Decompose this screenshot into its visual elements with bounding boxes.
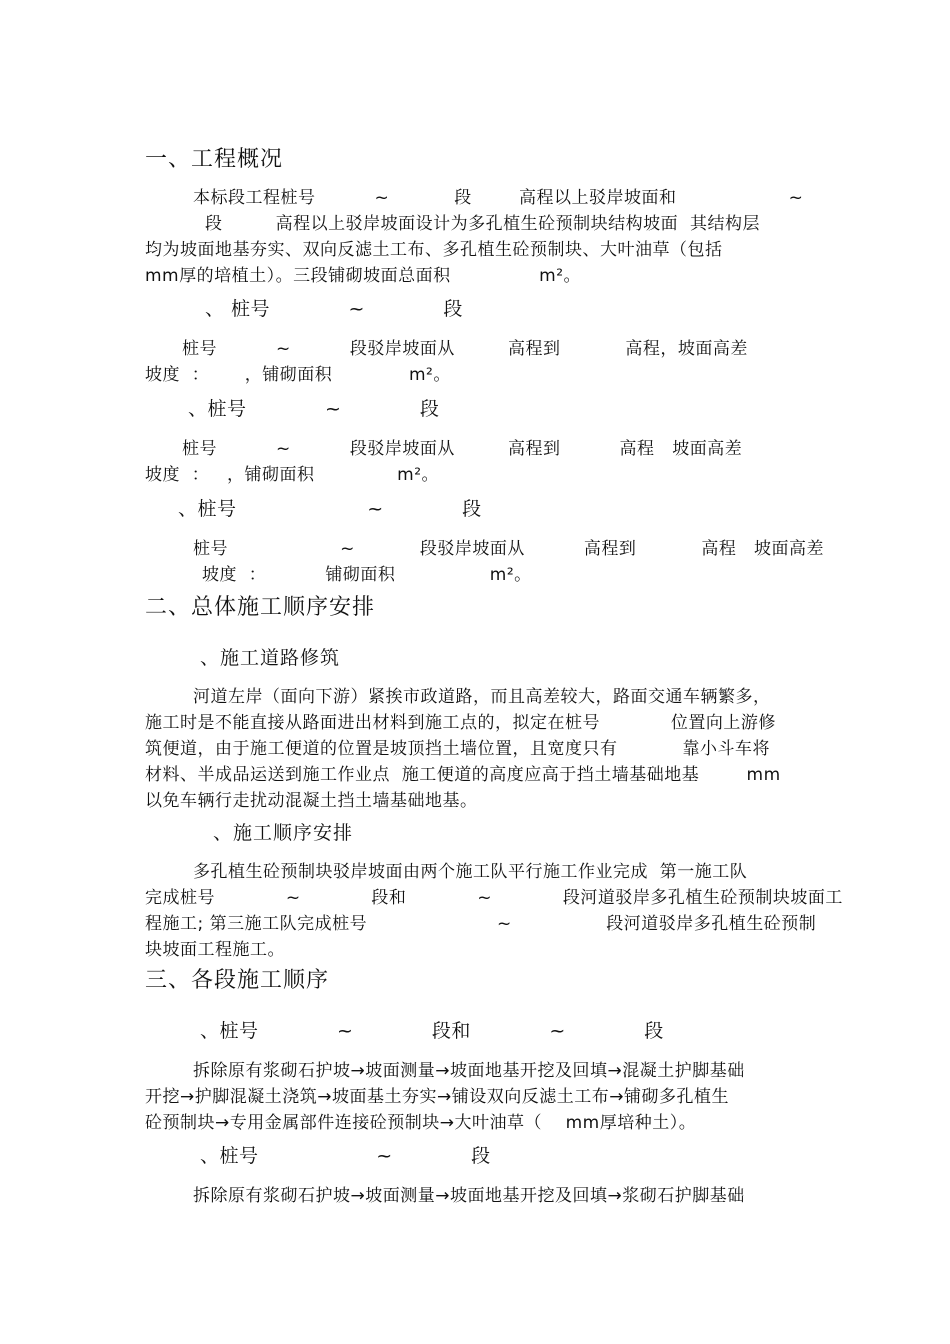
subsection-heading: 、桩号 ~ 段 bbox=[188, 398, 440, 420]
subsection-heading: 、桩号 ~ 段 bbox=[200, 1145, 491, 1167]
paragraph-line: 坡度 ： ，铺砌面积 m²。 bbox=[145, 365, 451, 385]
paragraph-line: 本标段工程桩号 ~ 段 高程以上驳岸坡面和 ~ bbox=[193, 188, 804, 208]
paragraph-line: 完成桩号 ~ 段和 ~ 段河道驳岸多孔植生砼预制块坡面工 bbox=[145, 888, 843, 908]
subsection-heading: 、施工道路修筑 bbox=[200, 647, 341, 669]
paragraph-line: 施工时是不能直接从路面进出材料到施工点的，拟定在桩号 位置向上游修 bbox=[145, 713, 776, 733]
section-heading-segment-sequence: 三、各段施工顺序 bbox=[145, 968, 330, 993]
paragraph-line: 拆除原有浆砌石护坡→坡面测量→坡面地基开挖及回填→浆砌石护脚基础 bbox=[193, 1186, 745, 1206]
paragraph-line: 桩号 ~ 段驳岸坡面从 高程到 高程，坡面高差 bbox=[182, 339, 748, 359]
paragraph-line: 程施工; 第三施工队完成桩号 ~ 段河道驳岸多孔植生砼预制 bbox=[145, 914, 817, 934]
paragraph-line: 坡度 ： 铺砌面积 m²。 bbox=[202, 565, 532, 585]
paragraph-line: 块坡面工程施工。 bbox=[145, 940, 285, 960]
paragraph-line: 砼预制块→专用金属部件连接砼预制块→大叶油草（ mm厚培种土）。 bbox=[145, 1113, 697, 1133]
subsection-heading: 、桩号 ~ 段 bbox=[178, 498, 482, 520]
paragraph-line: 段 高程以上驳岸坡面设计为多孔植生砼预制块结构坡面 其结构层 bbox=[205, 214, 760, 234]
section-heading-overview: 一、工程概况 bbox=[145, 147, 284, 172]
section-heading-overall-sequence: 二、总体施工顺序安排 bbox=[145, 595, 376, 620]
paragraph-line: 以免车辆行走扰动混凝土挡土墙基础地基。 bbox=[145, 791, 478, 811]
paragraph-line: 河道左岸（面向下游）紧挨市政道路，而且高差较大，路面交通车辆繁多， bbox=[193, 687, 771, 707]
paragraph-line: 桩号 ~ 段驳岸坡面从 高程到 高程 坡面高差 bbox=[193, 539, 825, 559]
paragraph-line: 均为坡面地基夯实、双向反滤土工布、多孔植生砼预制块、大叶油草（包括 bbox=[145, 240, 723, 260]
paragraph-line: 材料、半成品运送到施工作业点 施工便道的高度应高于挡土墙基础地基 mm bbox=[145, 765, 781, 785]
paragraph-line: 多孔植生砼预制块驳岸坡面由两个施工队平行施工作业完成 第一施工队 bbox=[193, 862, 748, 882]
subsection-heading: 、桩号 ~ 段和 ~ 段 bbox=[200, 1020, 664, 1042]
subsection-heading: 、施工顺序安排 bbox=[213, 822, 354, 844]
paragraph-line: 筑便道，由于施工便道的位置是坡顶挡土墙位置，且宽度只有 靠小斗车将 bbox=[145, 739, 770, 759]
paragraph-line: mm厚的培植土）。三段铺砌坡面总面积 m²。 bbox=[145, 266, 582, 286]
paragraph-line: 开挖→护脚混凝土浇筑→坡面基土夯实→铺设双向反滤土工布→铺砌多孔植生 bbox=[145, 1087, 729, 1107]
paragraph-line: 坡度 ： ，铺砌面积 m²。 bbox=[145, 465, 440, 485]
paragraph-line: 桩号 ~ 段驳岸坡面从 高程到 高程 坡面高差 bbox=[182, 439, 743, 459]
paragraph-line: 拆除原有浆砌石护坡→坡面测量→坡面地基开挖及回填→混凝土护脚基础 bbox=[193, 1061, 745, 1081]
subsection-heading: 、 桩号 ~ 段 bbox=[205, 298, 463, 320]
